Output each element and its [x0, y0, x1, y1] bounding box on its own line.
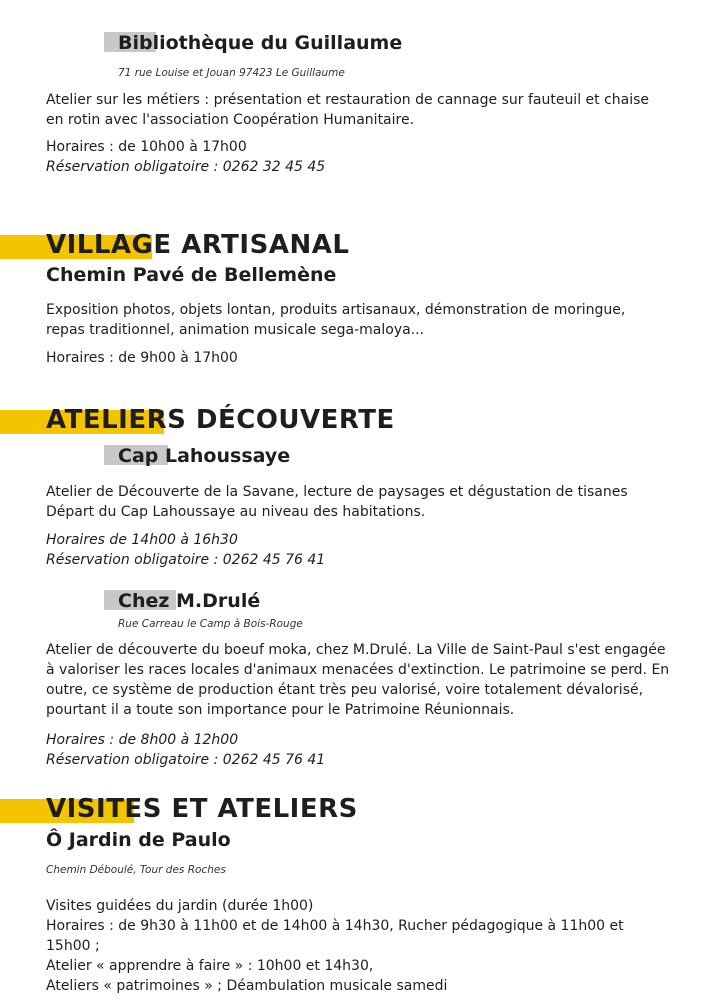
- hours-text: Horaires : de 9h00 à 17h00: [46, 350, 238, 366]
- description-line: Départ du Cap Lahoussaye au niveau des habitations.: [46, 504, 426, 520]
- reservation-text: Réservation obligatoire : 0262 45 76 41: [46, 752, 326, 768]
- cap-info: [46, 530, 676, 570]
- ateliers-title: ATELIERS DÉCOUVERTE: [46, 405, 395, 435]
- description-line: en rotin avec l'association Coopération Humanitaire.: [46, 112, 415, 128]
- cap-name: Cap Lahoussaye: [118, 445, 291, 467]
- village-info: [46, 348, 676, 368]
- drule-address: Rue Carreau le Camp à Bois-Rouge: [118, 618, 303, 630]
- visites-subtitle-wrap: [46, 829, 231, 851]
- hours-text: Horaires : de 8h00 à 12h00: [46, 732, 239, 748]
- cap-description: [46, 482, 676, 522]
- description-line: repas traditionnel, animation musicale sega-maloya...: [46, 322, 425, 338]
- hours-text: Horaires : de 10h00 à 17h00: [46, 139, 247, 155]
- description-line: Ateliers « patrimoines » ; Déambulation musicale samedi: [46, 978, 448, 994]
- visites-subtitle: Ô Jardin de Paulo: [46, 829, 231, 851]
- description-line: 15h00 ;: [46, 938, 100, 954]
- bibliotheque-address: 71 rue Louise et Jouan 97423 Le Guillaume: [118, 67, 345, 79]
- ateliers-section-heading: [0, 405, 395, 435]
- description-line: Atelier de Découverte de la Savane, lecture de paysages et dégustation de tisanes: [46, 484, 628, 500]
- drule-info: [46, 730, 676, 770]
- description-line: Atelier de découverte du boeuf moka, chez M.Drulé. La Ville de Saint-Paul s'est engagée: [46, 642, 666, 658]
- description-line: à valoriser les races locales d'animaux menacées d'extinction. Le patrimoine se perd. En: [46, 662, 670, 678]
- description-line: Exposition photos, objets lontan, produits artisanaux, démonstration de moringue,: [46, 302, 626, 318]
- drule-description: [46, 640, 676, 720]
- reservation-text: Réservation obligatoire : 0262 32 45 45: [46, 159, 326, 175]
- hours-text: Horaires de 14h00 à 16h30: [46, 532, 238, 548]
- description-line: outre, ce système de production étant très peu valorisé, voire totalement dévalorisé,: [46, 682, 644, 698]
- village-title: VILLAGE ARTISANAL: [46, 230, 350, 260]
- description-line: Visites guidées du jardin (durée 1h00): [46, 898, 314, 914]
- description-line: Atelier sur les métiers : présentation et restauration de cannage sur fauteuil et chaise: [46, 92, 650, 108]
- bibliotheque-name: Bibliothèque du Guillaume: [118, 32, 403, 54]
- bibliotheque-info: [46, 137, 676, 177]
- village-subtitle-wrap: [46, 264, 336, 286]
- village-section-heading: [0, 230, 349, 260]
- description-line: Horaires : de 9h30 à 11h00 et de 14h00 à 14h30, Rucher pédagogique à 11h00 et: [46, 918, 624, 934]
- drule-heading: [104, 590, 260, 612]
- bibliotheque-heading: [104, 32, 402, 54]
- visites-address: Chemin Déboulé, Tour des Roches: [46, 864, 226, 876]
- visites-section-heading: [0, 794, 358, 824]
- drule-name: Chez M.Drulé: [118, 590, 261, 612]
- reservation-text: Réservation obligatoire : 0262 45 76 41: [46, 552, 326, 568]
- village-subtitle: Chemin Pavé de Bellemène: [46, 264, 337, 286]
- description-line: pourtant il a toute son importance pour le Patrimoine Réunionnais.: [46, 702, 515, 718]
- cap-heading: [104, 445, 290, 467]
- bibliotheque-description: [46, 90, 676, 130]
- description-line: Atelier « apprendre à faire » : 10h00 et 14h30,: [46, 958, 374, 974]
- village-description: [46, 300, 676, 340]
- visites-title: VISITES ET ATELIERS: [46, 794, 358, 824]
- visites-description: [46, 896, 676, 996]
